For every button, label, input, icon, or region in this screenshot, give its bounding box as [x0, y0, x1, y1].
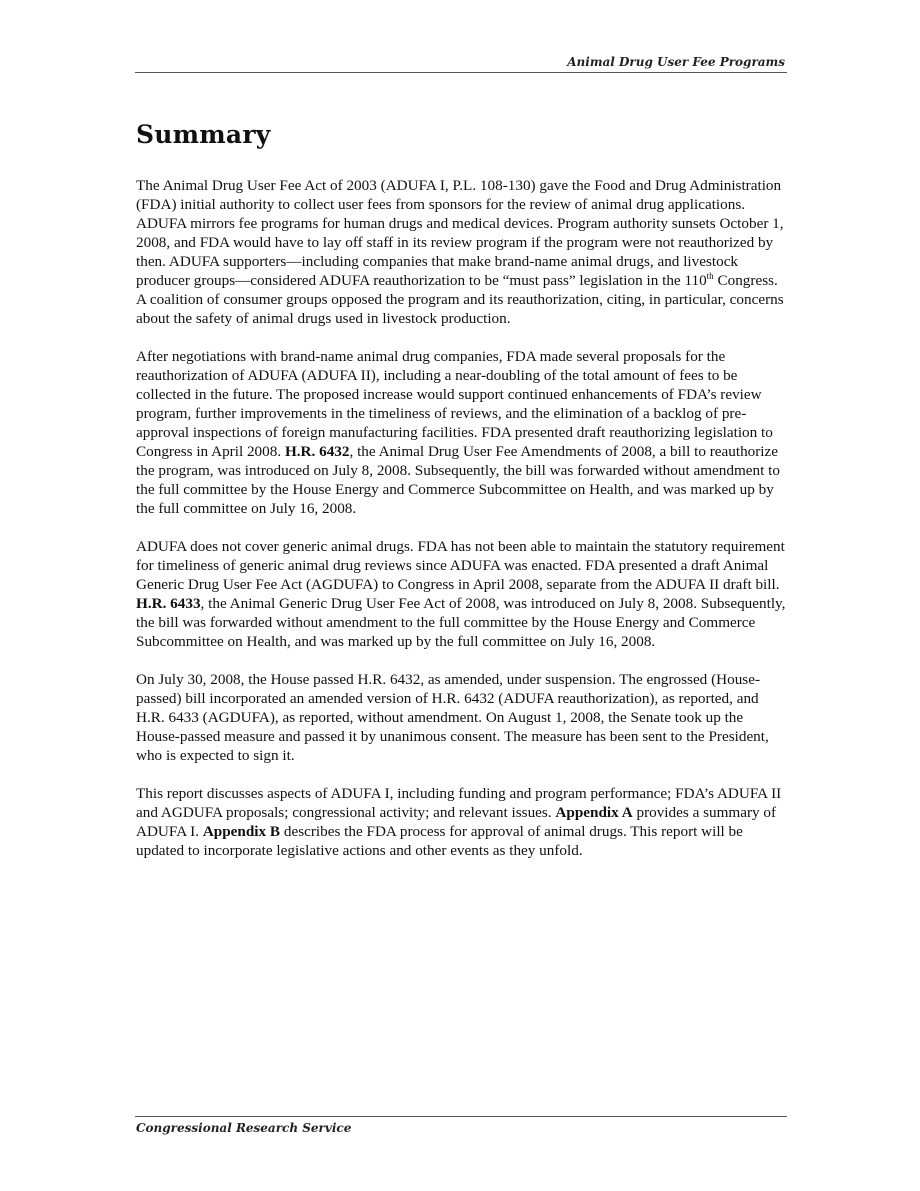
paragraph-1: The Animal Drug User Fee Act of 2003 (ADUFA I, P.L. 108-130) gave the Food and Drug Administration (FDA) initial authority to collect user fees from sponsors for the review of animal drug applications. ADUFA mirrors fee programs for human drugs and medical devices. Program authority sunsets October 1, 2008, and FDA would have to lay off staff in its review program if the program were not reauthorized by then. ADUFA supporters—including companies that make brand-name animal drugs, and livestock producer groups—considered ADUFA reauthorization to be “must pass” legislation in the 110th Congress. A coalition of consumer groups opposed the program and its reauthorization, citing, in particular, concerns about the safety of animal drugs used in livestock production.: [136, 177, 784, 327]
appendix-b-reference: Appendix B: [202, 823, 281, 840]
ordinal-superscript: th: [706, 271, 714, 281]
bill-reference-hr6432: H.R. 6432: [284, 443, 350, 460]
paragraph-5: This report discusses aspects of ADUFA I, including funding and program performance; FDA’s ADUFA II and AGDUFA proposals; congressional activity; and relevant issues. Appendix A provides a summary of ADUFA I. Appendix B describes the FDA process for approval of animal drugs. This report will be updated to incorporate legislative actions and other events as they unfold.: [136, 785, 782, 859]
running-footer: Congressional Research Service: [136, 1121, 352, 1135]
paragraph-4: On July 30, 2008, the House passed H.R. 6432, as amended, under suspension. The engrossed (House-passed) bill incorporated an amended version of H.R. 6432 (ADUFA reauthorization), as reported, and H.R. 6433 (AGDUFA), as reported, without amendment. On August 1, 2008, the Senate took up the House-passed measure and passed it by unanimous consent. The measure has been sent to the President, who is expected to sign it.: [136, 671, 769, 764]
header-divider: [135, 72, 787, 73]
bill-reference-hr6433: H.R. 6433: [136, 595, 201, 612]
footer-divider: [135, 1116, 787, 1117]
running-header: Animal Drug User Fee Programs: [567, 55, 785, 69]
paragraph-3: ADUFA does not cover generic animal drugs. FDA has not been able to maintain the statutory requirement for timeliness of generic animal drug reviews since ADUFA was enacted. FDA presented a draft Animal Generic Drug User Fee Act (AGDUFA) to Congress in April 2008, separate from the ADUFA II draft bill. H.R. 6433, the Animal Generic Drug User Fee Act of 2008, was introduced on July 8, 2008. Subsequently, the bill was forwarded without amendment to the full committee by the House Energy and Commerce Subcommittee on Health, and was marked up by the full committee on July 16, 2008.: [136, 538, 786, 650]
appendix-a-reference: Appendix A: [555, 804, 633, 821]
paragraph-2: After negotiations with brand-name animal drug companies, FDA made several proposals for the reauthorization of ADUFA (ADUFA II), including a near-doubling of the total amount of fees to be collected in the future. The proposed increase would support continued enhancements of FDA’s review program, further improvements in the timeliness of reviews, and the elimination of a backlog of pre-approval inspections of foreign manufacturing facilities. FDA presented draft reauthorizing legislation to Congress in April 2008. H.R. 6432, the Animal Drug User Fee Amendments of 2008, a bill to reauthorize the program, was introduced on July 8, 2008. Subsequently, the bill was forwarded without amendment to the full committee by the House Energy and Commerce Subcommittee on Health, and was marked up by the full committee on July 16, 2008.: [136, 348, 780, 517]
page-title: Summary: [136, 120, 271, 149]
summary-body: [136, 176, 786, 879]
